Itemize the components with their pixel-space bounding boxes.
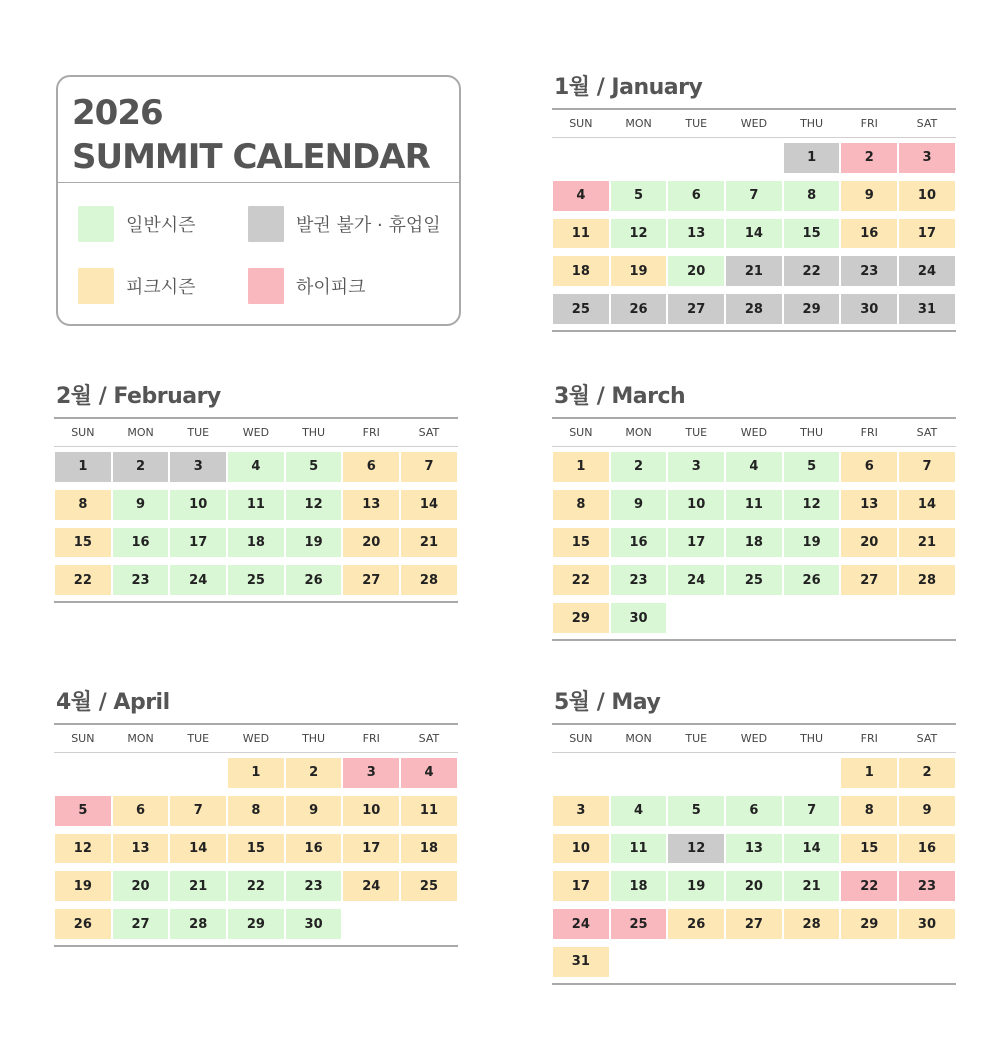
day-cell: 13 [343, 490, 399, 520]
day-cell: 29 [553, 603, 609, 633]
day-cell: 30 [611, 603, 667, 633]
day-cell: 15 [228, 834, 284, 864]
day-cell: 31 [899, 294, 955, 324]
month-march [552, 383, 956, 641]
month-may [552, 689, 956, 985]
day-cell: 26 [668, 909, 724, 939]
day-cell: 29 [841, 909, 897, 939]
day-grid [552, 447, 956, 641]
day-cell: 28 [899, 565, 955, 595]
day-cell: 22 [784, 256, 840, 286]
day-cell: 13 [726, 834, 782, 864]
day-cell: 28 [784, 909, 840, 939]
day-cell: 31 [553, 947, 609, 977]
day-cell: 20 [343, 528, 399, 558]
day-cell: 2 [899, 758, 955, 788]
empty-day-cell [783, 756, 841, 794]
day-cell: 28 [170, 909, 226, 939]
day-cell: 7 [784, 796, 840, 826]
day-grid [552, 753, 956, 985]
day-cell: 15 [841, 834, 897, 864]
weekday-header [552, 417, 956, 447]
weekday-header [552, 108, 956, 138]
day-cell: 10 [668, 490, 724, 520]
day-cell: 17 [170, 528, 226, 558]
day-cell: 10 [343, 796, 399, 826]
day-cell: 14 [784, 834, 840, 864]
day-cell: 7 [170, 796, 226, 826]
day-cell: 4 [228, 452, 284, 482]
day-cell: 14 [170, 834, 226, 864]
weekday-label: SUN [71, 426, 95, 439]
day-cell: 24 [553, 909, 609, 939]
legend-item-peak [78, 267, 196, 305]
weekday-label: FRI [860, 117, 878, 130]
month-april [54, 689, 458, 947]
day-cell: 16 [286, 834, 342, 864]
day-cell: 21 [170, 871, 226, 901]
day-cell: 14 [726, 219, 782, 249]
weekday-label: FRI [860, 426, 878, 439]
day-cell: 28 [726, 294, 782, 324]
weekday-label: SAT [916, 426, 938, 439]
weekday-label: MON [127, 426, 154, 439]
day-cell: 25 [553, 294, 609, 324]
day-cell: 14 [899, 490, 955, 520]
weekday-label: MON [625, 426, 652, 439]
legend-divider [58, 182, 459, 183]
weekday-label: TUE [685, 426, 708, 439]
day-cell: 1 [784, 143, 840, 173]
weekday-label: WED [242, 732, 270, 745]
legend-swatch-peak [78, 268, 114, 304]
day-cell: 5 [784, 452, 840, 482]
weekday-label: MON [625, 117, 652, 130]
month-title: 4월 / April [56, 690, 170, 715]
day-cell: 5 [55, 796, 111, 826]
day-cell: 5 [611, 181, 667, 211]
day-cell: 4 [726, 452, 782, 482]
day-cell: 20 [726, 871, 782, 901]
day-grid [552, 138, 956, 332]
legend-box [56, 75, 461, 326]
day-cell: 3 [343, 758, 399, 788]
day-cell: 18 [726, 528, 782, 558]
month-february [54, 383, 458, 603]
day-cell: 21 [401, 528, 457, 558]
day-cell: 12 [784, 490, 840, 520]
day-cell: 10 [553, 834, 609, 864]
day-cell: 4 [553, 181, 609, 211]
empty-day-cell [610, 141, 668, 179]
day-cell: 5 [668, 796, 724, 826]
day-cell: 21 [784, 871, 840, 901]
day-cell: 27 [113, 909, 169, 939]
legend-swatch-high-peak [248, 268, 284, 304]
day-cell: 25 [401, 871, 457, 901]
day-cell: 5 [286, 452, 342, 482]
day-cell: 30 [286, 909, 342, 939]
weekday-label: FRI [860, 732, 878, 745]
day-cell: 16 [611, 528, 667, 558]
empty-day-cell [54, 756, 112, 794]
weekday-label: WED [242, 426, 270, 439]
legend-item-normal [78, 205, 196, 243]
day-cell: 24 [343, 871, 399, 901]
day-cell: 24 [899, 256, 955, 286]
day-cell: 11 [228, 490, 284, 520]
day-cell: 8 [55, 490, 111, 520]
legend-swatch-normal [78, 206, 114, 242]
day-cell: 1 [553, 452, 609, 482]
month-title: 5월 / May [554, 690, 661, 715]
day-cell: 9 [113, 490, 169, 520]
day-cell: 8 [841, 796, 897, 826]
empty-day-cell [112, 756, 170, 794]
day-cell: 19 [784, 528, 840, 558]
calendar-year: 2026 [72, 93, 163, 133]
legend-label-normal: 일반시즌 [126, 215, 196, 236]
day-cell: 18 [401, 834, 457, 864]
day-cell: 27 [726, 909, 782, 939]
day-cell: 24 [668, 565, 724, 595]
legend-swatch-closed [248, 206, 284, 242]
day-cell: 15 [784, 219, 840, 249]
day-cell: 20 [668, 256, 724, 286]
day-cell: 19 [611, 256, 667, 286]
weekday-label: FRI [362, 732, 380, 745]
calendar-title [72, 91, 452, 179]
weekday-label: SUN [71, 732, 95, 745]
day-cell: 11 [726, 490, 782, 520]
weekday-label: WED [740, 732, 768, 745]
day-cell: 26 [286, 565, 342, 595]
day-cell: 1 [841, 758, 897, 788]
day-cell: 27 [841, 565, 897, 595]
day-cell: 30 [841, 294, 897, 324]
weekday-label: SAT [916, 117, 938, 130]
day-cell: 19 [55, 871, 111, 901]
day-cell: 1 [228, 758, 284, 788]
day-cell: 24 [170, 565, 226, 595]
day-cell: 17 [668, 528, 724, 558]
day-cell: 2 [286, 758, 342, 788]
day-cell: 2 [841, 143, 897, 173]
legend-item-closed [248, 205, 441, 243]
day-cell: 6 [113, 796, 169, 826]
weekday-label: SAT [418, 426, 440, 439]
day-cell: 11 [553, 219, 609, 249]
weekday-header [54, 723, 458, 753]
day-cell: 8 [228, 796, 284, 826]
day-cell: 2 [113, 452, 169, 482]
weekday-label: SUN [569, 117, 593, 130]
day-cell: 23 [841, 256, 897, 286]
day-cell: 27 [343, 565, 399, 595]
weekday-label: WED [740, 426, 768, 439]
day-cell: 12 [668, 834, 724, 864]
day-cell: 6 [726, 796, 782, 826]
weekday-label: SUN [569, 732, 593, 745]
day-cell: 3 [170, 452, 226, 482]
weekday-label: TUE [685, 117, 708, 130]
day-cell: 16 [113, 528, 169, 558]
weekday-label: SAT [418, 732, 440, 745]
day-cell: 6 [668, 181, 724, 211]
day-cell: 10 [899, 181, 955, 211]
day-cell: 23 [286, 871, 342, 901]
day-cell: 12 [611, 219, 667, 249]
weekday-label: MON [127, 732, 154, 745]
day-cell: 20 [113, 871, 169, 901]
day-cell: 25 [228, 565, 284, 595]
day-cell: 7 [401, 452, 457, 482]
day-cell: 23 [899, 871, 955, 901]
day-cell: 16 [899, 834, 955, 864]
weekday-label: SUN [569, 426, 593, 439]
weekday-label: TUE [187, 732, 210, 745]
legend-label-peak: 피크시즌 [126, 277, 196, 298]
day-cell: 17 [899, 219, 955, 249]
empty-day-cell [725, 141, 783, 179]
weekday-label: TUE [685, 732, 708, 745]
weekday-label: THU [302, 732, 326, 745]
day-cell: 25 [726, 565, 782, 595]
day-cell: 9 [841, 181, 897, 211]
day-cell: 16 [841, 219, 897, 249]
day-cell: 8 [553, 490, 609, 520]
day-cell: 9 [611, 490, 667, 520]
weekday-label: SAT [916, 732, 938, 745]
day-cell: 4 [611, 796, 667, 826]
month-title: 1월 / January [554, 75, 703, 100]
day-cell: 18 [611, 871, 667, 901]
day-cell: 14 [401, 490, 457, 520]
empty-day-cell [610, 756, 668, 794]
day-cell: 3 [899, 143, 955, 173]
legend-label-closed: 발권 불가 · 휴업일 [296, 215, 441, 236]
day-cell: 21 [899, 528, 955, 558]
day-cell: 13 [841, 490, 897, 520]
day-cell: 8 [784, 181, 840, 211]
day-cell: 10 [170, 490, 226, 520]
day-cell: 13 [668, 219, 724, 249]
legend-item-high-peak [248, 267, 366, 305]
day-cell: 22 [55, 565, 111, 595]
day-cell: 4 [401, 758, 457, 788]
empty-day-cell [552, 756, 610, 794]
weekday-label: MON [625, 732, 652, 745]
empty-day-cell [552, 141, 610, 179]
day-cell: 2 [611, 452, 667, 482]
day-cell: 11 [611, 834, 667, 864]
calendar-name: SUMMIT CALENDAR [72, 137, 430, 177]
day-cell: 23 [611, 565, 667, 595]
day-cell: 9 [286, 796, 342, 826]
day-cell: 1 [55, 452, 111, 482]
legend-label-high-peak: 하이피크 [296, 277, 366, 298]
empty-day-cell [725, 756, 783, 794]
day-grid [54, 447, 458, 603]
weekday-label: TUE [187, 426, 210, 439]
day-cell: 9 [899, 796, 955, 826]
day-cell: 15 [553, 528, 609, 558]
day-cell: 21 [726, 256, 782, 286]
day-cell: 22 [841, 871, 897, 901]
weekday-label: THU [800, 426, 824, 439]
weekday-label: FRI [362, 426, 380, 439]
day-cell: 29 [784, 294, 840, 324]
day-cell: 6 [343, 452, 399, 482]
day-cell: 30 [899, 909, 955, 939]
empty-day-cell [169, 756, 227, 794]
day-cell: 11 [401, 796, 457, 826]
day-cell: 3 [553, 796, 609, 826]
weekday-label: THU [800, 732, 824, 745]
day-cell: 22 [553, 565, 609, 595]
day-cell: 13 [113, 834, 169, 864]
day-cell: 22 [228, 871, 284, 901]
day-cell: 28 [401, 565, 457, 595]
day-cell: 3 [668, 452, 724, 482]
day-cell: 15 [55, 528, 111, 558]
day-cell: 12 [55, 834, 111, 864]
day-cell: 7 [899, 452, 955, 482]
weekday-header [54, 417, 458, 447]
day-cell: 6 [841, 452, 897, 482]
day-cell: 27 [668, 294, 724, 324]
weekday-header [552, 723, 956, 753]
day-cell: 26 [55, 909, 111, 939]
day-cell: 17 [553, 871, 609, 901]
weekday-label: WED [740, 117, 768, 130]
day-cell: 20 [841, 528, 897, 558]
day-cell: 12 [286, 490, 342, 520]
month-title: 2월 / February [56, 384, 221, 409]
day-cell: 26 [784, 565, 840, 595]
day-cell: 18 [228, 528, 284, 558]
day-cell: 19 [286, 528, 342, 558]
weekday-label: THU [800, 117, 824, 130]
day-cell: 23 [113, 565, 169, 595]
day-cell: 26 [611, 294, 667, 324]
month-title: 3월 / March [554, 384, 686, 409]
day-cell: 19 [668, 871, 724, 901]
empty-day-cell [667, 141, 725, 179]
day-grid [54, 753, 458, 947]
day-cell: 29 [228, 909, 284, 939]
month-january [552, 74, 956, 332]
day-cell: 7 [726, 181, 782, 211]
empty-day-cell [667, 756, 725, 794]
day-cell: 18 [553, 256, 609, 286]
weekday-label: THU [302, 426, 326, 439]
day-cell: 25 [611, 909, 667, 939]
day-cell: 17 [343, 834, 399, 864]
